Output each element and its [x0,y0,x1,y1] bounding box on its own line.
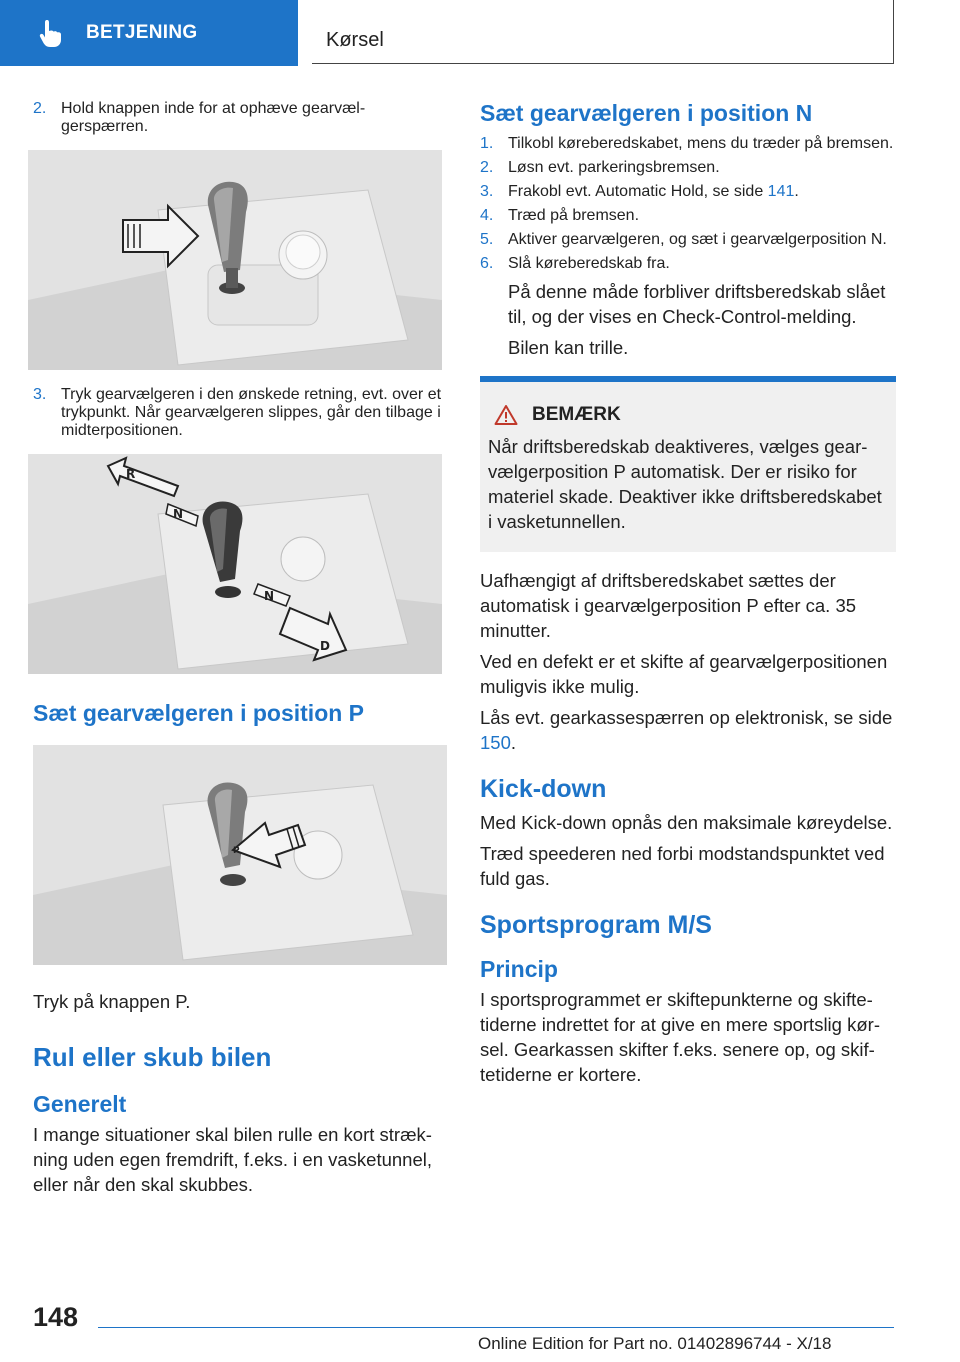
gear-label-n-lower: N [264,589,275,603]
gear-selector-figure-1 [28,150,442,370]
step-number: 4. [480,207,494,224]
chapter-tab[interactable] [0,0,298,66]
notice-box [480,376,896,552]
unlock-text-post: . [510,732,517,753]
page-link-141[interactable]: 141 [767,183,795,200]
step-item [480,159,896,177]
page-number: 148 [33,1302,79,1332]
step-text: Løsn evt. parkeringsbremsen. [508,159,720,176]
step-number: 2. [33,100,47,117]
step-number: 2. [480,159,494,176]
defect-text: Ved en defekt er et skifte af gearvælgerpositionen muligvis ikke mulig. [480,651,888,697]
heading-position-n: Sæt gearvælgeren i position N [480,100,813,126]
step-number: 6. [480,255,494,272]
step-text: Aktiver gearvælgeren, og sæt i gearvælgerposition N. [508,231,887,248]
gear-label-d: D [320,639,330,653]
step-text: Træd på bremsen. [508,207,640,224]
step-item [480,135,896,153]
step-number: 1. [480,135,494,152]
gear-label-n-upper: N [173,507,184,521]
step-item [480,231,896,249]
warning-triangle-icon [494,404,518,426]
heading-position-p: Sæt gearvælgeren i position P [33,700,365,726]
unlock-text-pre: Lås evt. gearkassespærren op elektronisk, se side [480,707,893,728]
step-item [480,255,896,273]
step-item [480,207,896,225]
step-text: Frakobl evt. Automatic Hold, se side [508,183,768,200]
gear-label-r: R [126,467,136,481]
auto-park-text: Uafhængigt af driftsberedskabet sættes der automatisk i gearvælgerposition P efter ca. 35 minutter. [480,570,857,641]
notice-title [494,404,886,426]
heading-sport-program: Sportsprogram M/S [480,911,712,939]
press-p-text: Tryk på knappen P. [33,991,191,1012]
unlock-text [480,705,896,755]
step-number: 3. [33,386,47,403]
notice-text: Når driftsberedskab deaktiveres, vælges gearvælgerposition P automatisk. Der er risiko for materiel skade. Deaktiver ikke driftsberedskabet i vasketunnellen. [488,436,882,532]
step-text-with-link [508,183,896,201]
notice-title-text: BEMÆRK [532,404,621,425]
section-title: Kørsel [326,29,384,51]
step-item [33,100,445,136]
step-text: Tilkobl køreberedskabet, mens du træder på bremsen. [508,135,894,152]
gear-selector-figure-3 [33,745,447,965]
step-text: Hold knappen inde for at ophæve gearvælgerspærren. [61,100,366,135]
kick-down-text-2: Træd speederen ned forbi modstandspunktet ved fuld gas. [480,843,885,889]
step-item [33,386,445,440]
edition-text: Online Edition for Part no. 01402896744 - X/18 [478,1334,832,1353]
gear-label-p: P [233,846,240,856]
heading-general: Generelt [33,1091,127,1117]
step-text: Tryk gearvælgeren i den ønskede retning, evt. over et trykpunkt. Når gearvælgeren slippes, går den tilbage i midterpositionen. [61,386,442,439]
right-column [480,100,896,1087]
left-column [33,100,445,1197]
gear-selector-figure-2 [28,454,442,674]
kick-down-text-1: Med Kick-down opnås den maksimale køreydelse. [480,812,893,833]
step6-note: På denne måde forbliver driftsberedskab slået til, og der vises en Check-Control-melding. [508,281,886,327]
step-number: 3. [480,183,494,200]
heading-principle: Princip [480,956,558,982]
section-header [312,0,894,64]
heading-kick-down: Kick-down [480,775,607,803]
page-link-150[interactable]: 150 [480,732,511,753]
footer-divider [98,1327,894,1328]
principle-text: I sportsprogrammet er skiftepunkterne og skiftetiderne indrettet for at give en mere sportslig kørsel. Gearkassen skifter f.eks. senere op, og skiftetiderne er kortere. [480,989,880,1085]
step-text: Slå køreberedskab fra. [508,255,670,272]
step-text-after: . [794,183,799,200]
general-text: I mange situationer skal bilen rulle en kort strækning uden egen fremdrift, f.eks. i en vasketunnel, eller når den skal skubbes. [33,1124,433,1195]
step6-note-2: Bilen kan trille. [508,337,629,358]
step-number: 5. [480,231,494,248]
hand-pointer-icon [38,18,64,48]
chapter-tab-label: BETJENING [86,22,198,43]
heading-roll-push: Rul eller skub bilen [33,1042,272,1072]
step-item [480,183,896,201]
